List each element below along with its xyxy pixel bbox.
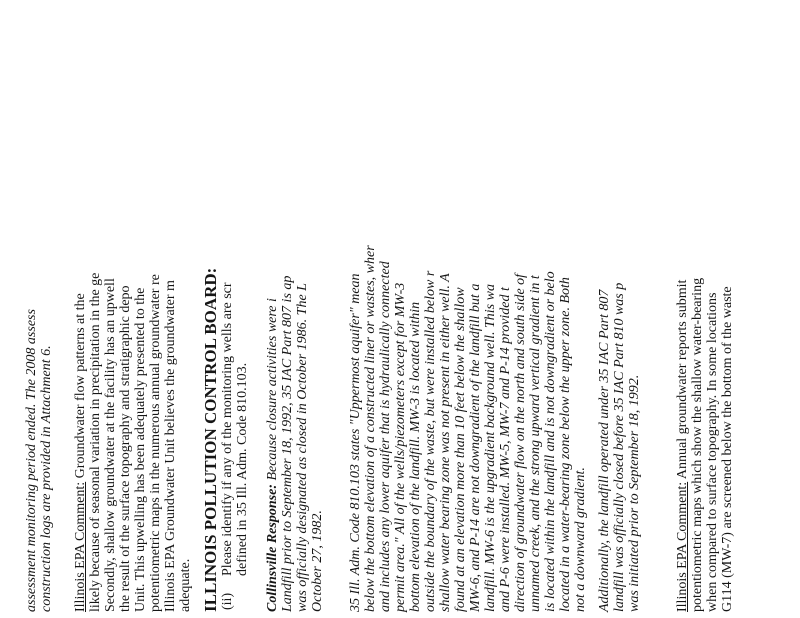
comment-lead-label: Illinois EPA Comment: <box>675 481 690 612</box>
text-line: outside the boundary of the waste, but were installed below r <box>423 270 438 612</box>
text-line: construction logs are provided in Attachment 6. <box>39 345 54 612</box>
text-line: permit area." All of the wells/piezometers except for MW-3 <box>393 282 408 612</box>
text-line: assessment monitoring period ended. The 2008 assess <box>24 309 39 612</box>
text-line: was officially designated as closed in October 1986. The L <box>295 283 310 612</box>
text-line: G114 (MW-7) are screened below the bottom of the waste <box>720 286 735 612</box>
text-line: Secondly, shallow groundwater at the facility has an upwell <box>103 278 118 612</box>
text-line: and P-6 were installed. MW-5, MW-7 and P-14 provided t <box>498 287 513 612</box>
text-line <box>265 276 280 612</box>
text-line: is located within the landfill and is not downgradient or belo <box>543 271 558 612</box>
text-line: MW-6, and P-14 are not downgradient of the landfill but a <box>468 283 483 612</box>
text-line: potentiometric maps which show the shallow water-bearing <box>690 277 705 612</box>
text-line: shallow water bearing zone was not present in either well. A <box>438 273 453 612</box>
text-line: Unit. This upwelling has been adequately presented to the <box>133 287 148 612</box>
text-line: adequate. <box>178 558 193 612</box>
text-line: was initiated prior to September 18, 1992. <box>627 374 642 612</box>
text-line: not a downward gradient. <box>573 467 588 612</box>
paragraph-uppermost-aquifer <box>348 245 588 612</box>
text-line: Illinois EPA Groundwater Unit believes the groundwater m <box>163 280 178 612</box>
text-line: Additionally, the landfill operated under 35 IAC Part 807 <box>597 289 612 612</box>
text-line: and includes any lower aquifer that is hydraulically connected <box>378 261 393 612</box>
question-number: (ii) <box>220 592 235 610</box>
comment-lead-label: Illinois EPA Comment: <box>73 481 88 612</box>
text-run: Because closure activities were i <box>265 298 280 485</box>
text-line: bottom elevation of the landfill. MW-3 is located within <box>408 301 423 612</box>
text-line: below the bottom elevation of a constructed liner or wastes, wher <box>363 245 378 612</box>
text-line: direction of groundwater flow on the north and south side of <box>513 273 528 612</box>
text-line: 35 Ill. Adm. Code 810.103 states "Uppermost aquifer" mean <box>348 273 363 612</box>
text-line: October 27, 1982. <box>310 510 325 612</box>
paragraph-additionally <box>597 283 642 612</box>
text-line <box>675 278 690 612</box>
text-line: located in a water-bearing zone below the upper zone. Both <box>558 277 573 612</box>
text-line <box>73 273 88 612</box>
text-line: potentiometric maps in the numerous annual groundwater re <box>148 274 163 612</box>
text-line: landfill. MW-6 is the upgradient background well. This wa <box>483 284 498 612</box>
paragraph-assessment-period <box>24 309 54 612</box>
text-line: the result of the surface topography and stratigraphic depo <box>118 285 133 612</box>
section-heading: ILLINOIS POLLUTION CONTROL BOARD: <box>201 267 220 612</box>
text-line: unnamed creek, and the strong upward vertical gradient in t <box>528 275 543 612</box>
text-run: Groundwater flow patterns at the <box>73 293 88 482</box>
text-line: found at an elevation more than 10 feet below the shallow <box>453 287 468 612</box>
text-line: Please identify if any of the monitoring wells are scr <box>220 282 235 576</box>
text-run: Annual groundwater reports submit <box>675 279 690 482</box>
text-line: defined in 35 Ill. Adm. Code 810.103. <box>235 362 250 576</box>
text-line: landfill was officially closed before 35 IAC Part 810 was p <box>612 282 627 612</box>
text-line: likely because of seasonal variation in precipitation in the ge <box>88 272 103 612</box>
response-lead-label: Collinsville Response: <box>265 484 280 612</box>
question-text <box>220 282 250 576</box>
paragraph-collinsville-response <box>265 276 325 612</box>
text-line: when compared to surface topography. In some locations <box>705 292 720 612</box>
paragraph-illinois-epa-comment-1 <box>73 273 193 612</box>
text-line: Landfill prior to September 18, 1992, 35 IAC Part 807 is ap <box>280 275 295 612</box>
paragraph-illinois-epa-comment-2 <box>675 278 735 612</box>
